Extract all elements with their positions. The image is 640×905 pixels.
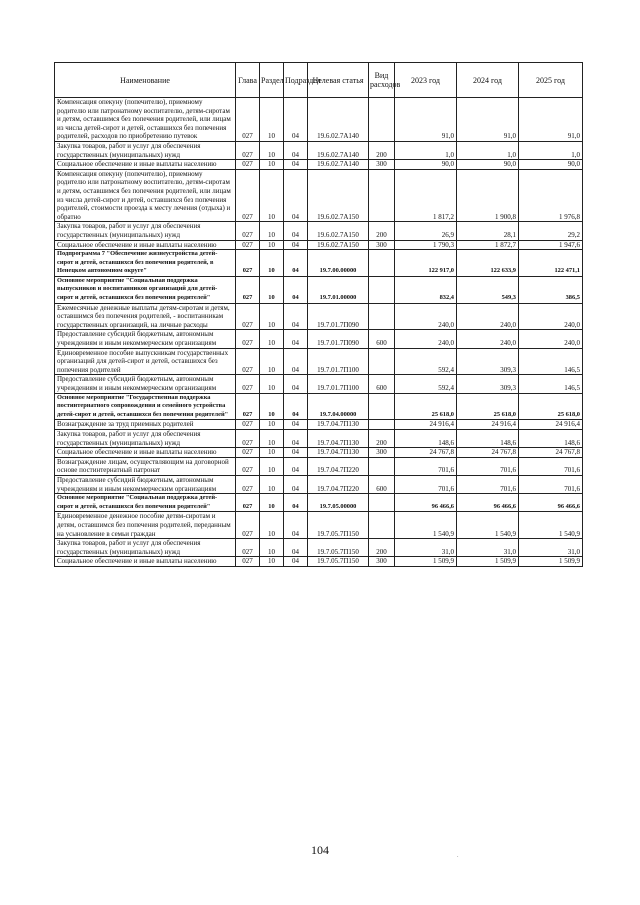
cell-2023: 592,4	[395, 348, 457, 375]
cell-2025: 240,0	[519, 330, 583, 348]
cell-2024: 25 618,0	[457, 393, 519, 420]
cell-2024: 96 466,6	[457, 494, 519, 512]
cell-vid	[369, 420, 395, 430]
table-row	[55, 393, 583, 420]
cell-razdel: 10	[260, 448, 284, 458]
cell-vid: 300	[369, 448, 395, 458]
cell-2024: 31,0	[457, 539, 519, 557]
table-row	[55, 420, 583, 430]
cell-2023: 592,4	[395, 375, 457, 393]
cell-podrazdel: 04	[284, 276, 308, 303]
cell-2025: 146,5	[519, 348, 583, 375]
cell-2025: 701,6	[519, 475, 583, 493]
cell-razdel: 10	[260, 160, 284, 170]
cell-glava: 027	[236, 457, 260, 475]
cell-target: 19.6.02.7А150	[308, 240, 369, 250]
table-row	[55, 429, 583, 447]
cell-2025: 386,5	[519, 276, 583, 303]
cell-2025: 240,0	[519, 303, 583, 330]
cell-2024: 701,6	[457, 457, 519, 475]
cell-name: Предоставление субсидий бюджетным, автономным учреждениям и иным некоммерческим организациям	[55, 475, 236, 493]
cell-name: Единовременное денежное пособие детям-сиротам и детям, оставшимся без попечения родителей, переданным на усыновление в семьи граждан	[55, 512, 236, 539]
cell-target: 19.6.02.7А140	[308, 141, 369, 159]
cell-target: 19.7.04.7П220	[308, 457, 369, 475]
cell-vid	[369, 393, 395, 420]
table-row	[55, 494, 583, 512]
cell-2023: 701,6	[395, 457, 457, 475]
cell-2025: 1 947,6	[519, 240, 583, 250]
cell-target: 19.7.00.00000	[308, 250, 369, 277]
cell-2024: 91,0	[457, 98, 519, 142]
cell-glava: 027	[236, 303, 260, 330]
table-row	[55, 141, 583, 159]
header-vid: Вид расходов	[369, 63, 395, 98]
table-row	[55, 169, 583, 222]
cell-razdel: 10	[260, 494, 284, 512]
cell-2025: 25 618,0	[519, 393, 583, 420]
cell-razdel: 10	[260, 141, 284, 159]
cell-name: Основное мероприятие "Государственная поддержка постинтернатного сопровождения и семейного устройства детей-сирот и детей, оставшихся без попечения родителей"	[55, 393, 236, 420]
cell-vid	[369, 457, 395, 475]
cell-2025: 1,0	[519, 141, 583, 159]
cell-vid: 300	[369, 240, 395, 250]
cell-2025: 148,6	[519, 429, 583, 447]
cell-glava: 027	[236, 250, 260, 277]
cell-target: 19.7.04.00000	[308, 393, 369, 420]
cell-razdel: 10	[260, 240, 284, 250]
cell-podrazdel: 04	[284, 375, 308, 393]
cell-name: Компенсация опекуну (попечителю), приемному родителю или патронатному воспитателю, детям-сиротам и детям, оставшимся без попечения родителей, или лицам из числа детей-сирот и детей, оставшихся без попечения родителей, стоимости проезда к месту лечения (отдыха) и обратно	[55, 169, 236, 222]
table-row	[55, 98, 583, 142]
table-body	[55, 98, 583, 567]
scan-speck: .	[457, 853, 459, 859]
cell-name: Предоставление субсидий бюджетным, автономным учреждениям и иным некоммерческим организациям	[55, 375, 236, 393]
cell-target: 19.6.02.7А150	[308, 169, 369, 222]
cell-podrazdel: 04	[284, 250, 308, 277]
cell-2024: 1 900,8	[457, 169, 519, 222]
cell-name: Компенсация опекуну (попечителю), приемному родителю или патронатному воспитателю, детям-сиротам и детям, оставшимся без попечения родителей, или лицам из числа детей-сирот и детей, оставшихся без попечения родителей, расходов по приобретению путевок	[55, 98, 236, 142]
cell-glava: 027	[236, 375, 260, 393]
cell-2025: 31,0	[519, 539, 583, 557]
cell-2023: 1 540,9	[395, 512, 457, 539]
cell-razdel: 10	[260, 330, 284, 348]
cell-2025: 1 509,9	[519, 557, 583, 567]
cell-vid	[369, 348, 395, 375]
cell-podrazdel: 04	[284, 222, 308, 240]
header-target: Целевая статья	[308, 63, 369, 98]
cell-razdel: 10	[260, 348, 284, 375]
cell-2023: 31,0	[395, 539, 457, 557]
cell-2025: 146,5	[519, 375, 583, 393]
cell-podrazdel: 04	[284, 348, 308, 375]
cell-glava: 027	[236, 539, 260, 557]
cell-glava: 027	[236, 429, 260, 447]
cell-vid: 200	[369, 429, 395, 447]
page-number: 104	[311, 843, 329, 857]
cell-podrazdel: 04	[284, 393, 308, 420]
cell-razdel: 10	[260, 169, 284, 222]
cell-razdel: 10	[260, 539, 284, 557]
table-row	[55, 448, 583, 458]
cell-podrazdel: 04	[284, 240, 308, 250]
cell-podrazdel: 04	[284, 141, 308, 159]
table-row	[55, 222, 583, 240]
cell-target: 19.7.01.7П100	[308, 348, 369, 375]
cell-name: Социальное обеспечение и иные выплаты населению	[55, 448, 236, 458]
cell-glava: 027	[236, 494, 260, 512]
cell-razdel: 10	[260, 557, 284, 567]
cell-podrazdel: 04	[284, 512, 308, 539]
cell-target: 19.6.02.7А140	[308, 160, 369, 170]
cell-name: Ежемесячные денежные выплаты детям-сиротам и детям, оставшимся без попечения родителей, - воспитанникам государственных организаций, на личные расходы	[55, 303, 236, 330]
cell-target: 19.6.02.7А140	[308, 98, 369, 142]
cell-name: Подпрограмма 7 "Обеспечение жизнеустройства детей-сирот и детей, оставшихся без попечения родителей, в Ненецком автономном округе"	[55, 250, 236, 277]
table-row	[55, 375, 583, 393]
cell-name: Закупка товаров, работ и услуг для обеспечения государственных (муниципальных) нужд	[55, 222, 236, 240]
cell-2025: 122 471,1	[519, 250, 583, 277]
cell-name: Закупка товаров, работ и услуг для обеспечения государственных (муниципальных) нужд	[55, 429, 236, 447]
cell-target: 19.7.04.7П130	[308, 429, 369, 447]
cell-razdel: 10	[260, 420, 284, 430]
cell-target: 19.7.04.7П220	[308, 475, 369, 493]
cell-target: 19.7.01.00000	[308, 276, 369, 303]
cell-vid: 600	[369, 475, 395, 493]
cell-2024: 309,3	[457, 348, 519, 375]
cell-2024: 549,3	[457, 276, 519, 303]
cell-name: Закупка товаров, работ и услуг для обеспечения государственных (муниципальных) нужд	[55, 141, 236, 159]
cell-name: Социальное обеспечение и иные выплаты населению	[55, 557, 236, 567]
table-row	[55, 475, 583, 493]
cell-target: 19.6.02.7А150	[308, 222, 369, 240]
cell-2023: 26,9	[395, 222, 457, 240]
cell-target: 19.7.01.7П090	[308, 303, 369, 330]
cell-podrazdel: 04	[284, 475, 308, 493]
cell-2025: 24 767,8	[519, 448, 583, 458]
cell-vid: 200	[369, 141, 395, 159]
cell-podrazdel: 04	[284, 448, 308, 458]
cell-vid: 300	[369, 557, 395, 567]
cell-target: 19.7.05.00000	[308, 494, 369, 512]
table-header-row	[55, 63, 583, 98]
cell-name: Социальное обеспечение и иные выплаты населению	[55, 240, 236, 250]
cell-target: 19.7.01.7П100	[308, 375, 369, 393]
cell-glava: 027	[236, 141, 260, 159]
cell-glava: 027	[236, 330, 260, 348]
budget-table-sheet	[54, 62, 582, 567]
cell-podrazdel: 04	[284, 330, 308, 348]
header-razdel: Раздел	[260, 63, 284, 98]
cell-razdel: 10	[260, 393, 284, 420]
cell-target: 19.7.05.7П150	[308, 557, 369, 567]
header-name: Наименование	[55, 63, 236, 98]
table-row	[55, 276, 583, 303]
cell-glava: 027	[236, 420, 260, 430]
cell-2025: 29,2	[519, 222, 583, 240]
cell-name: Вознаграждение за труд приемных родителей	[55, 420, 236, 430]
cell-2023: 1 509,9	[395, 557, 457, 567]
cell-2024: 148,6	[457, 429, 519, 447]
cell-name: Единовременное пособие выпускникам государственных организаций для детей-сирот и детей, оставшихся без попечения родителей	[55, 348, 236, 375]
cell-2024: 701,6	[457, 475, 519, 493]
cell-2023: 25 618,0	[395, 393, 457, 420]
cell-2023: 701,6	[395, 475, 457, 493]
cell-2023: 1,0	[395, 141, 457, 159]
cell-podrazdel: 04	[284, 169, 308, 222]
cell-2024: 1 540,9	[457, 512, 519, 539]
cell-2024: 24 767,8	[457, 448, 519, 458]
cell-podrazdel: 04	[284, 494, 308, 512]
cell-2024: 1 509,9	[457, 557, 519, 567]
header-2025: 2025 год	[519, 63, 583, 98]
cell-glava: 027	[236, 348, 260, 375]
cell-2023: 96 466,6	[395, 494, 457, 512]
cell-glava: 027	[236, 512, 260, 539]
cell-glava: 027	[236, 160, 260, 170]
cell-razdel: 10	[260, 250, 284, 277]
cell-vid	[369, 494, 395, 512]
cell-2023: 832,4	[395, 276, 457, 303]
cell-2023: 24 767,8	[395, 448, 457, 458]
cell-2024: 240,0	[457, 330, 519, 348]
cell-target: 19.7.04.7П130	[308, 420, 369, 430]
cell-razdel: 10	[260, 429, 284, 447]
cell-vid: 300	[369, 160, 395, 170]
cell-glava: 027	[236, 448, 260, 458]
table-row	[55, 330, 583, 348]
cell-razdel: 10	[260, 475, 284, 493]
table-row	[55, 557, 583, 567]
cell-2024: 309,3	[457, 375, 519, 393]
cell-glava: 027	[236, 98, 260, 142]
cell-2025: 1 540,9	[519, 512, 583, 539]
cell-vid	[369, 512, 395, 539]
cell-podrazdel: 04	[284, 303, 308, 330]
cell-glava: 027	[236, 240, 260, 250]
cell-2024: 28,1	[457, 222, 519, 240]
cell-2024: 1 872,7	[457, 240, 519, 250]
cell-2023: 240,0	[395, 303, 457, 330]
cell-2023: 90,0	[395, 160, 457, 170]
cell-vid: 600	[369, 375, 395, 393]
table-row	[55, 160, 583, 170]
header-2023: 2023 год	[395, 63, 457, 98]
cell-vid: 200	[369, 222, 395, 240]
cell-target: 19.7.05.7П150	[308, 512, 369, 539]
cell-name: Основное мероприятие "Социальная поддержка выпускников и воспитанников организаций для детей-сирот и детей, оставшихся без попечения родителей"	[55, 276, 236, 303]
header-podrazdel: Подраздел	[284, 63, 308, 98]
cell-razdel: 10	[260, 457, 284, 475]
cell-target: 19.7.05.7П150	[308, 539, 369, 557]
cell-vid	[369, 169, 395, 222]
cell-vid: 600	[369, 330, 395, 348]
cell-2024: 90,0	[457, 160, 519, 170]
cell-vid: 200	[369, 539, 395, 557]
cell-2023: 1 817,2	[395, 169, 457, 222]
cell-2025: 96 466,6	[519, 494, 583, 512]
cell-2025: 24 916,4	[519, 420, 583, 430]
cell-name: Вознаграждение лицам, осуществляющим на договорной основе постинтернатный патронат	[55, 457, 236, 475]
cell-podrazdel: 04	[284, 420, 308, 430]
cell-2025: 90,0	[519, 160, 583, 170]
cell-2023: 1 790,3	[395, 240, 457, 250]
cell-glava: 027	[236, 169, 260, 222]
table-row	[55, 457, 583, 475]
budget-table	[54, 62, 583, 567]
cell-podrazdel: 04	[284, 98, 308, 142]
cell-name: Предоставление субсидий бюджетным, автономным учреждениям и иным некоммерческим организациям	[55, 330, 236, 348]
cell-2025: 91,0	[519, 98, 583, 142]
cell-2024: 122 633,9	[457, 250, 519, 277]
cell-glava: 027	[236, 475, 260, 493]
table-row	[55, 240, 583, 250]
cell-razdel: 10	[260, 276, 284, 303]
cell-podrazdel: 04	[284, 429, 308, 447]
cell-razdel: 10	[260, 222, 284, 240]
cell-podrazdel: 04	[284, 457, 308, 475]
table-row	[55, 303, 583, 330]
cell-glava: 027	[236, 276, 260, 303]
cell-name: Социальное обеспечение и иные выплаты населению	[55, 160, 236, 170]
table-row	[55, 250, 583, 277]
cell-name: Основное мероприятие "Социальная поддержка детей-сирот и детей, оставшихся без попечения родителей"	[55, 494, 236, 512]
cell-2024: 240,0	[457, 303, 519, 330]
cell-2025: 1 976,8	[519, 169, 583, 222]
cell-vid	[369, 98, 395, 142]
cell-podrazdel: 04	[284, 160, 308, 170]
cell-razdel: 10	[260, 375, 284, 393]
table-row	[55, 348, 583, 375]
cell-2023: 148,6	[395, 429, 457, 447]
cell-name: Закупка товаров, работ и услуг для обеспечения государственных (муниципальных) нужд	[55, 539, 236, 557]
cell-2023: 24 916,4	[395, 420, 457, 430]
table-row	[55, 539, 583, 557]
cell-razdel: 10	[260, 512, 284, 539]
cell-glava: 027	[236, 557, 260, 567]
header-glava: Глава	[236, 63, 260, 98]
cell-razdel: 10	[260, 303, 284, 330]
cell-target: 19.7.01.7П090	[308, 330, 369, 348]
table-row	[55, 512, 583, 539]
header-2024: 2024 год	[457, 63, 519, 98]
cell-2025: 701,6	[519, 457, 583, 475]
cell-podrazdel: 04	[284, 539, 308, 557]
cell-target: 19.7.04.7П130	[308, 448, 369, 458]
cell-2023: 122 917,0	[395, 250, 457, 277]
cell-vid	[369, 250, 395, 277]
cell-2024: 1,0	[457, 141, 519, 159]
cell-vid	[369, 276, 395, 303]
cell-podrazdel: 04	[284, 557, 308, 567]
cell-vid	[369, 303, 395, 330]
cell-glava: 027	[236, 393, 260, 420]
cell-razdel: 10	[260, 98, 284, 142]
cell-glava: 027	[236, 222, 260, 240]
cell-2023: 240,0	[395, 330, 457, 348]
cell-2024: 24 916,4	[457, 420, 519, 430]
cell-2023: 91,0	[395, 98, 457, 142]
